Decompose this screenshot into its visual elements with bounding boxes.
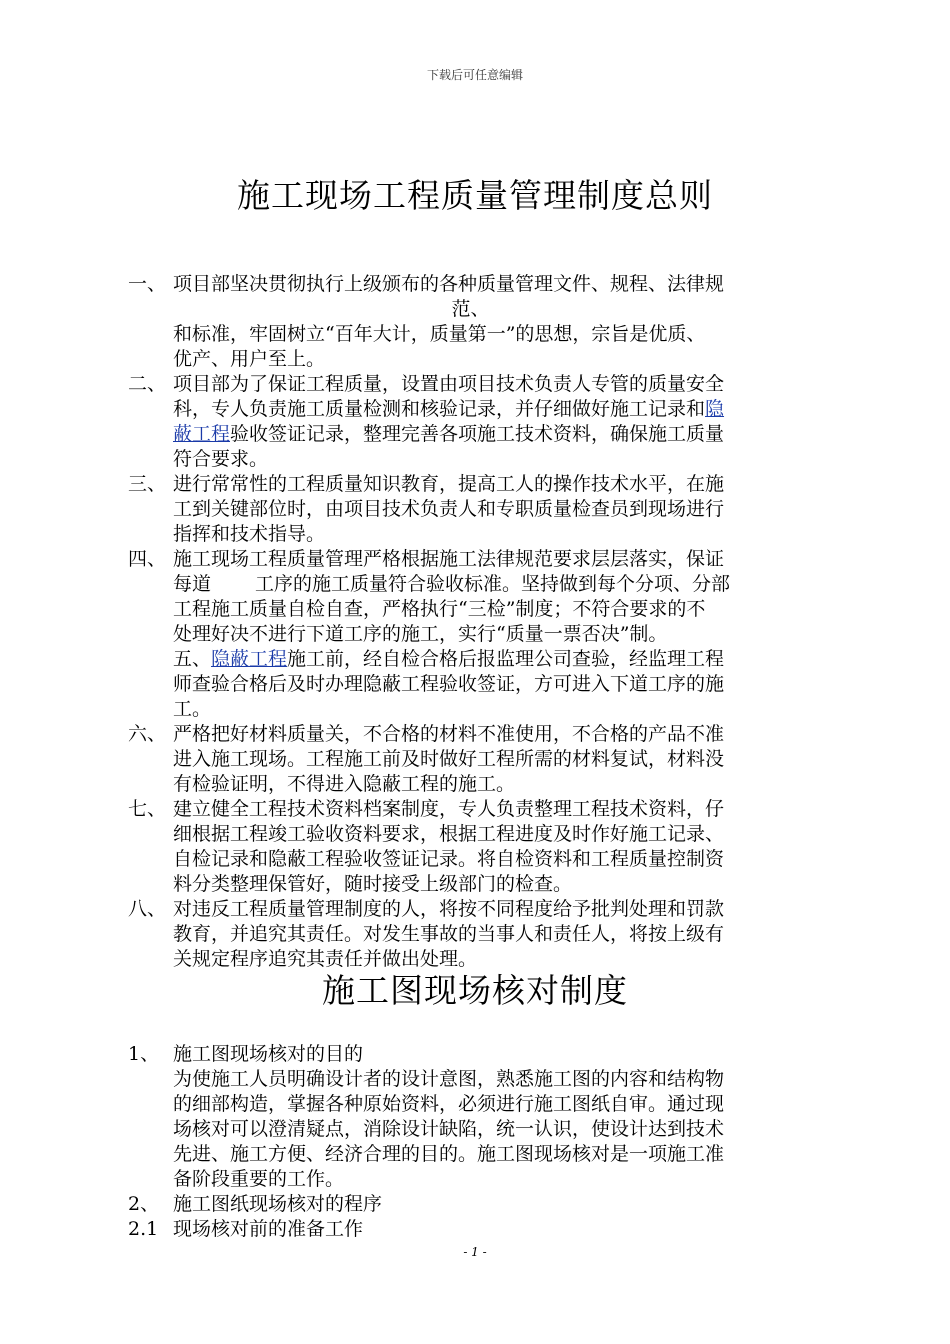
rule-line: 师查验合格后及时办理隐蔽工程验收签证，方可进入下道工序的施 — [173, 673, 725, 695]
rule-line: 指挥和技术指导。 — [173, 523, 326, 545]
verification-item-1 — [128, 1042, 828, 1192]
hidden-works-link[interactable]: 蔽工程 — [173, 423, 231, 445]
rule-item-5 — [128, 647, 828, 722]
rule-line: 料分类整理保管好，随时接受上级部门的检查。 — [173, 873, 573, 895]
rule-marker: 八、 — [128, 898, 167, 920]
verification-line: 的细部构造，掌握各种原始资料，必须进行施工图纸自审。通过现 — [173, 1093, 725, 1115]
verification-line: 施工图纸现场核对的程序 — [173, 1193, 383, 1215]
rule-line: 工。 — [173, 698, 212, 720]
rule-marker: 六、 — [128, 723, 167, 745]
rule-line: 细根据工程竣工验收资料要求，根据工程进度及时作好施工记录、 — [173, 823, 725, 845]
rule-marker: 三、 — [128, 473, 167, 495]
rule-line: 进行常常性的工程质量知识教育，提高工人的操作技术水平，在施 — [173, 473, 725, 495]
rule-text: 工序的施工质量符合验收标准。坚持做到每个分项、分部 — [255, 573, 731, 595]
rule-line: 和标准，牢固树立“百年大计，质量第一”的思想，宗旨是优质、 — [173, 323, 706, 345]
rule-marker: 七、 — [128, 798, 167, 820]
hidden-works-link[interactable]: 隐蔽工程 — [211, 648, 288, 670]
rule-item-7 — [128, 797, 828, 897]
rule-line: 符合要求。 — [173, 448, 269, 470]
verification-section — [128, 1042, 828, 1242]
rule-line — [173, 397, 828, 422]
verification-line: 场核对可以澄清疑点，消除设计缺陷，统一认识，使设计达到技术 — [173, 1118, 725, 1140]
rule-line — [173, 647, 828, 672]
page-number: - 1 - — [463, 1245, 487, 1259]
rule-marker: 五、 — [173, 648, 212, 670]
rule-line: 建立健全工程技术资料档案制度，专人负责整理工程技术资料，仔 — [173, 798, 725, 820]
hidden-works-link[interactable]: 隐 — [705, 398, 725, 420]
verification-line: 备阶段重要的工作。 — [173, 1168, 345, 1190]
rule-line: 施工现场工程质量管理严格根据施工法律规范要求层层落实，保证 — [173, 548, 725, 570]
document-title: 施工现场工程质量管理制度总则 — [237, 176, 713, 215]
verification-item-2 — [128, 1192, 828, 1217]
verification-marker: 1、 — [128, 1043, 160, 1065]
rule-marker: 四、 — [128, 548, 167, 570]
rule-item-3 — [128, 472, 828, 547]
rule-text: 施工前，经自检合格后报监理公司查验，经监理工程 — [287, 648, 725, 670]
verification-marker: 2、 — [128, 1193, 160, 1215]
verification-marker: 2.1 — [128, 1218, 159, 1240]
rule-line: 自检记录和隐蔽工程验收签证记录。将自检资料和工程质量控制资 — [173, 848, 725, 870]
verification-item-2-1 — [128, 1217, 828, 1242]
quality-rules-section — [128, 272, 828, 972]
rule-text: 科，专人负责施工质量检测和核验记录，并仔细做好施工记录和 — [173, 398, 706, 420]
verification-line: 现场核对前的准备工作 — [173, 1218, 364, 1240]
rule-line: 教育，并追究其责任。对发生事故的当事人和责任人，将按上级有 — [173, 923, 725, 945]
rule-line: 工程施工质量自检自查，严格执行“三检”制度；不符合要求的不 — [173, 598, 706, 620]
rule-text: 验收签证记录，整理完善各项施工技术资料，确保施工质量 — [230, 423, 725, 445]
rule-line: 项目部坚决贯彻执行上级颁布的各种质量管理文件、规程、法律规 — [173, 273, 725, 295]
rule-item-6 — [128, 722, 828, 797]
rule-line: 优产、用户至上。 — [173, 348, 326, 370]
rule-line: 关规定程序追究其责任并做出处理。 — [173, 948, 478, 970]
rule-marker: 二、 — [128, 373, 167, 395]
rule-line: 有检验证明，不得进入隐蔽工程的施工。 — [173, 773, 516, 795]
rule-line: 范、 — [451, 298, 490, 320]
rule-marker: 一、 — [128, 273, 167, 295]
section-title: 施工图现场核对制度 — [322, 971, 628, 1010]
rule-line: 对违反工程质量管理制度的人，将按不同程度给予批判处理和罚款 — [173, 898, 725, 920]
rule-item-4 — [128, 547, 828, 647]
rule-line: 工到关键部位时，由项目技术负责人和专职质量检查员到现场进行 — [173, 498, 725, 520]
verification-line: 为使施工人员明确设计者的设计意图，熟悉施工图的内容和结构物 — [173, 1068, 725, 1090]
verification-line: 先进、施工方便、经济合理的目的。施工图现场核对是一项施工准 — [173, 1143, 725, 1165]
rule-line: 项目部为了保证工程质量，设置由项目技术负责人专管的质量安全 — [173, 373, 725, 395]
rule-item-1 — [128, 272, 828, 372]
rule-item-8 — [128, 897, 828, 972]
rule-text: 每道 — [173, 573, 212, 595]
verification-line: 施工图现场核对的目的 — [173, 1043, 364, 1065]
rule-line: 进入施工现场。工程施工前及时做好工程所需的材料复试，材料没 — [173, 748, 725, 770]
header-note: 下载后可任意编辑 — [426, 68, 523, 82]
rule-line — [173, 572, 828, 597]
rule-line: 严格把好材料质量关，不合格的材料不准使用，不合格的产品不准 — [173, 723, 725, 745]
rule-item-2 — [128, 372, 828, 472]
rule-line: 处理好决不进行下道工序的施工，实行“质量一票否决”制。 — [173, 623, 668, 645]
rule-line — [173, 422, 828, 447]
